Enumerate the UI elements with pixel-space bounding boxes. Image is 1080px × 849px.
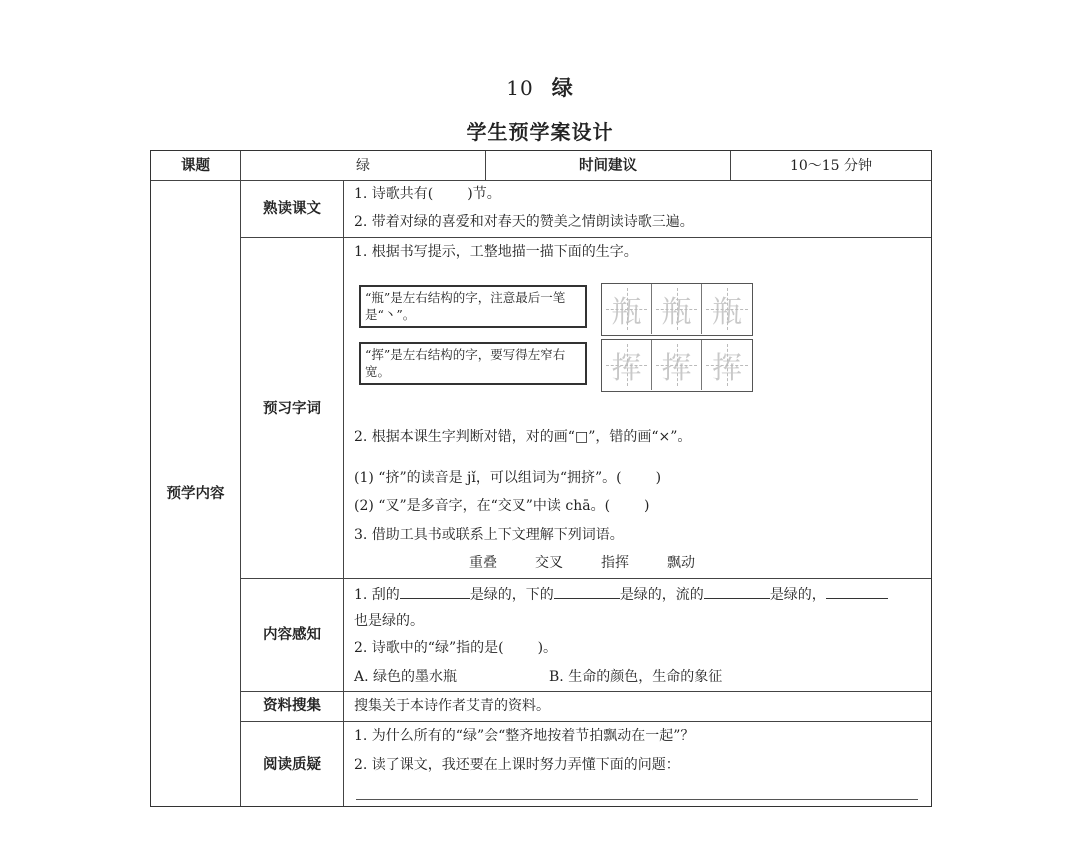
section-label-perception: 内容感知 <box>263 627 321 643</box>
section-label-characters: 预习字词 <box>263 401 321 417</box>
topic-value: 绿 <box>356 158 370 174</box>
writing-hint-1: “瓶”是左右结构的字，注意最后一笔是“丶”。 <box>359 285 587 328</box>
tracing-cell[interactable]: 挥 <box>702 340 752 390</box>
time-value: 10～15 分钟 <box>789 158 873 174</box>
fill-blank[interactable] <box>554 583 620 599</box>
section-label-reading: 熟读课文 <box>263 201 321 217</box>
tracing-cell[interactable]: 挥 <box>652 340 702 390</box>
row-divider <box>241 721 931 722</box>
time-label: 时间建议 <box>579 158 637 174</box>
tracing-cell[interactable]: 瓶 <box>602 284 652 334</box>
tracing-cell[interactable]: 挥 <box>602 340 652 390</box>
section-label-research: 资料搜集 <box>263 698 321 714</box>
lesson-number: 10 <box>506 76 534 100</box>
row-divider <box>241 237 931 238</box>
perception-option-a: A. 绿色的墨水瓶 <box>354 669 458 685</box>
characters-q2a: (1) “挤”的读音是 jǐ，可以组词为“拥挤”。( ) <box>354 470 662 486</box>
vocab-word: 重叠 <box>469 555 497 571</box>
row-divider <box>151 180 931 181</box>
fill-blank[interactable] <box>400 583 470 599</box>
row-divider <box>241 691 931 692</box>
characters-q2: 2. 根据本课生字判断对错，对的画“□”，错的画“×”。 <box>354 429 692 445</box>
tracing-cell[interactable]: 瓶 <box>652 284 702 334</box>
vocab-word: 交叉 <box>535 555 563 571</box>
fill-blank[interactable] <box>704 583 770 599</box>
section-label-questions: 阅读质疑 <box>263 757 321 773</box>
tracing-grid-2 <box>601 339 753 392</box>
col-divider <box>343 180 344 806</box>
vocabulary-words <box>469 553 733 573</box>
content-label: 预学内容 <box>166 486 225 502</box>
page-subtitle: 学生预学案设计 <box>466 120 614 144</box>
vocab-word: 指挥 <box>601 555 629 571</box>
research-text: 搜集关于本诗作者艾青的资料。 <box>354 698 550 714</box>
row-divider <box>241 578 931 579</box>
vocab-word: 飘动 <box>667 555 695 571</box>
reading-q1: 1. 诗歌共有( )节。 <box>354 186 501 202</box>
perception-q1: 1. 刮的 是绿的，下的 是绿的，流的 是绿的， <box>354 583 888 605</box>
characters-q1: 1. 根据书写提示，工整地描一描下面的生字。 <box>354 244 638 260</box>
perception-q1-cont: 也是绿的。 <box>354 613 424 629</box>
topic-label: 课题 <box>181 158 210 174</box>
tracing-grid-1 <box>601 283 753 336</box>
tracing-cell[interactable]: 瓶 <box>702 284 752 334</box>
reading-q2: 2. 带着对绿的喜爱和对春天的赞美之情朗读诗歌三遍。 <box>354 214 694 230</box>
questions-q1: 1. 为什么所有的“绿”会“整齐地按着节拍飘动在一起”？ <box>354 728 695 744</box>
fill-blank[interactable] <box>826 583 888 599</box>
perception-q2: 2. 诗歌中的“绿”指的是( )。 <box>354 640 558 656</box>
characters-q2b: (2) “叉”是多音字，在“交叉”中读 chā。( ) <box>354 498 650 514</box>
answer-line[interactable] <box>356 799 918 800</box>
writing-hint-2: “挥”是左右结构的字，要写得左窄右宽。 <box>359 342 587 385</box>
lesson-name: 绿 <box>551 76 574 100</box>
worksheet-table <box>150 150 932 807</box>
perception-option-b: B. 生命的颜色，生命的象征 <box>549 669 723 685</box>
questions-q2: 2. 读了课文，我还要在上课时努力弄懂下面的问题： <box>354 757 680 773</box>
characters-q3: 3. 借助工具书或联系上下文理解下列词语。 <box>354 527 624 543</box>
lesson-title <box>0 72 1080 102</box>
